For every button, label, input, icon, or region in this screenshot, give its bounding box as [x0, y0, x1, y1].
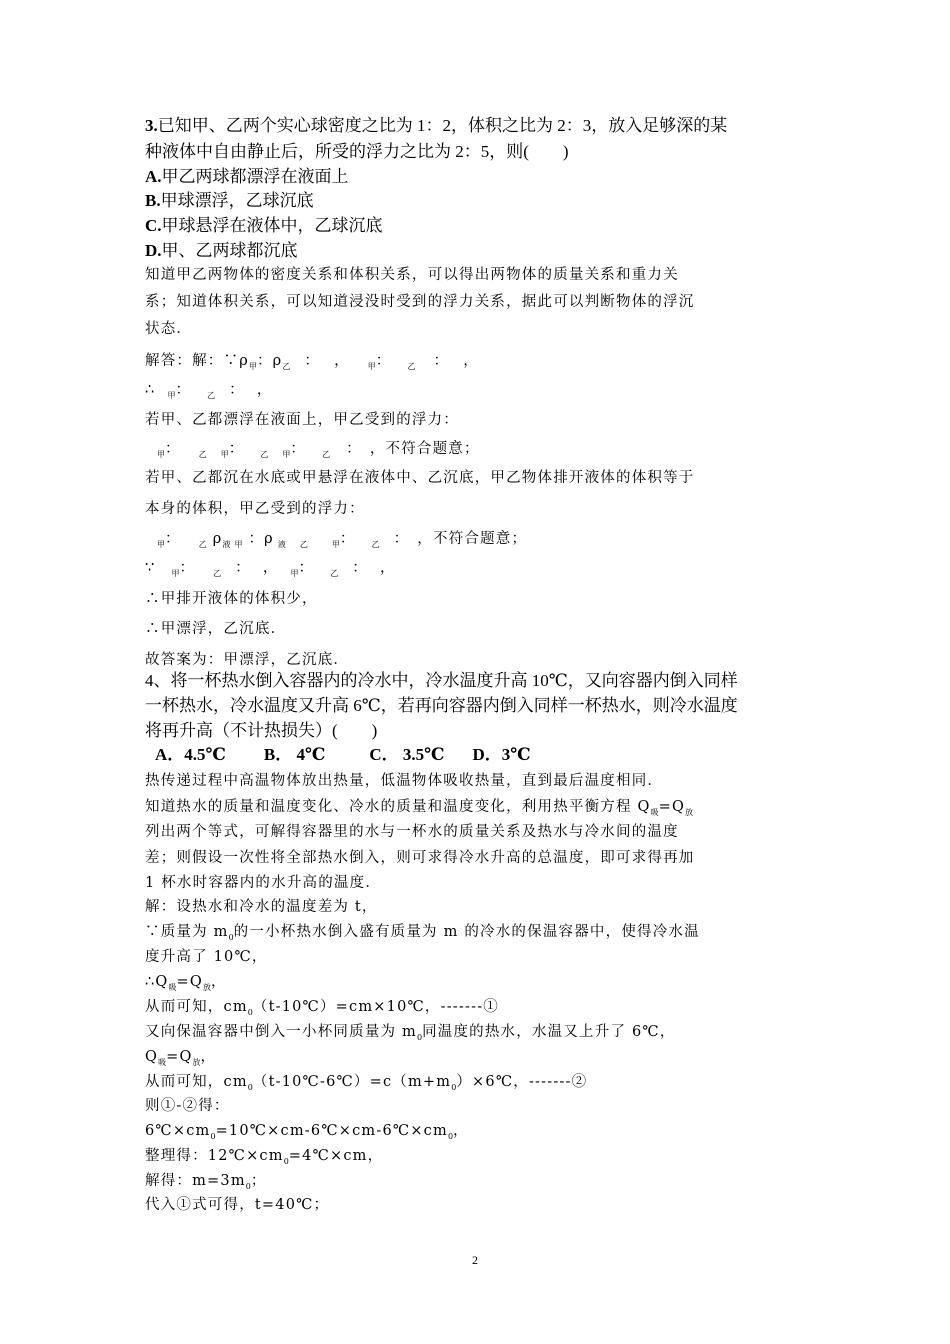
q3-option-a: A.甲乙两球都漂浮在液面上: [145, 167, 349, 186]
q4-sol-4: $\therefore Q_吸=Q_放$，: [145, 974, 227, 992]
q4-sol-9: 则①-②得：: [145, 1098, 230, 1114]
q3-case-float-eq: $_甲$： $_乙$ $_甲$： $_乙$ $_甲$： $_乙$ ： ，不符合题意；: [157, 441, 480, 459]
q4-sol-2: ∵质量为 $m_0$的一小杯热水倒入盛有质量为 m 的冷水的保温容器中，使得冷水温: [145, 924, 700, 942]
q4-analysis-line-3: 列出两个等式，可解得容器里的水与一杯水的质量关系及热水与冷水间的温度: [145, 824, 679, 840]
q4-analysis-line-4: 差；则假设一次性将全部热水倒入，则可求得冷水升高的总温度，即可求得再加: [145, 850, 695, 866]
q4-option-a: A．4.5℃: [155, 745, 226, 764]
q4-stem-line-3: 将再升高（不计热损失）( ): [145, 721, 378, 740]
q4-sol-8: 从而可知，$cm_0(t-10℃-6℃)=c(m+m_0)\times 6℃$，-------②: [145, 1074, 588, 1092]
q3-case-sink-line-2: 本身的体积，甲乙受到的浮力：: [145, 501, 365, 517]
q3-option-b: B.甲球漂浮，乙球沉底: [145, 191, 314, 210]
q3-case-float: 若甲、乙都漂浮在液面上，甲乙受到的浮力：: [145, 412, 459, 428]
q4-stem-line-2: 一杯热水，冷水温度又升高 6℃，若再向容器内倒入同样一杯热水，则冷水温度: [145, 696, 738, 715]
q3-case-sink-line-1: 若甲、乙都沉在水底或甲悬浮在液体中、乙沉底，甲乙物体排开液体的体积等于: [145, 470, 695, 486]
q4-sol-3: 度升高了 10℃，: [145, 949, 268, 965]
q4-options: [155, 746, 531, 763]
q3-option-d: D.甲、乙两球都沉底: [145, 241, 298, 260]
q3-case-sink-eq: $_甲$： $_乙$ $\rho_液$ $_甲$ ：ρ $_液$ $_乙$ $_甲$： $_乙$ ： ，不符合题意；: [157, 531, 528, 549]
q3-conclusion-1: ∴甲排开液体的体积少，: [145, 591, 318, 607]
q3-option-c: C.甲球悬浮在液体中，乙球沉底: [145, 216, 383, 235]
q4-option-c: C． 3.5℃: [369, 745, 445, 764]
q3-analysis-line-2: 系；知道体积关系，可以知道浸没时受到的浮力关系，据此可以判断物体的浮沉: [145, 294, 695, 310]
q3-solution-line-2: ∴ $_甲$： $_乙$ ： ，: [145, 382, 273, 400]
q4-sol-1: 解：设热水和冷水的温度差为 t，: [145, 899, 378, 915]
q4-sol-5: 从而可知，$cm_0(t-10℃)=cm\times 10℃$，-------①: [145, 999, 500, 1017]
q4-sol-12: 解得：$m=3m_0$；: [145, 1173, 267, 1191]
q4-sol-7: $Q_吸=Q_放$，: [145, 1049, 217, 1067]
q3-stem-line-2: 种液体中自由静止后，所受的浮力之比为 2：5，则( ): [145, 142, 569, 161]
q3-stem-line-1: 3.已知甲、乙两个实心球密度之比为 1：2，体积之比为 2：3，放入足够深的某: [145, 116, 728, 135]
q4-analysis-line-5: 1 杯水时容器内的水升高的温度．: [145, 875, 382, 891]
page-number: 2: [472, 1253, 478, 1267]
q4-sol-10: $6℃\times cm_0=10℃\times cm-6℃\times cm-6℃\times cm_0$，: [145, 1123, 469, 1141]
q4-analysis-line-1: 热传递过程中高温物体放出热量，低温物体吸收热量，直到最后温度相同．: [145, 773, 664, 789]
q3-answer: 故答案为：甲漂浮，乙沉底．: [145, 652, 350, 668]
q4-sol-6: 又向保温容器中倒入一小杯同质量为 $m_0$同温度的热水，水温又上升了 6℃，: [145, 1024, 676, 1042]
q3-analysis-line-3: 状态．: [145, 321, 193, 337]
q3-conclusion-2: ∴甲漂浮，乙沉底．: [145, 621, 287, 637]
q3-because-line: ∵ $_甲$： $_乙$ ： ， $_甲$： $_乙$ ： ，: [145, 560, 396, 578]
q4-analysis-line-2: 知道热水的质量和温度变化、冷水的质量和温度变化，利用热平衡方程 $Q_吸=Q_放$: [145, 799, 694, 817]
q3-analysis-line-1: 知道甲乙两物体的密度关系和体积关系，可以得出两物体的质量关系和重力关: [145, 267, 679, 283]
q4-sol-13: 代入①式可得，t=40℃；: [145, 1197, 330, 1213]
q3-solution-line-1: 解答：解：$\because\rho_甲$：$\rho_乙$ ： ， $_甲$： $_乙$ ： ，: [145, 353, 479, 371]
q4-option-b: B． 4℃: [263, 745, 326, 764]
q4-stem-line-1: 4、将一杯热水倒入容器内的冷水中，冷水温度升高 10℃，又向容器内倒入同样: [145, 671, 738, 690]
q4-option-d: D．3℃: [472, 745, 531, 764]
q4-sol-11: 整理得：$12℃\times cm_0=4℃\times cm$，: [145, 1148, 384, 1166]
